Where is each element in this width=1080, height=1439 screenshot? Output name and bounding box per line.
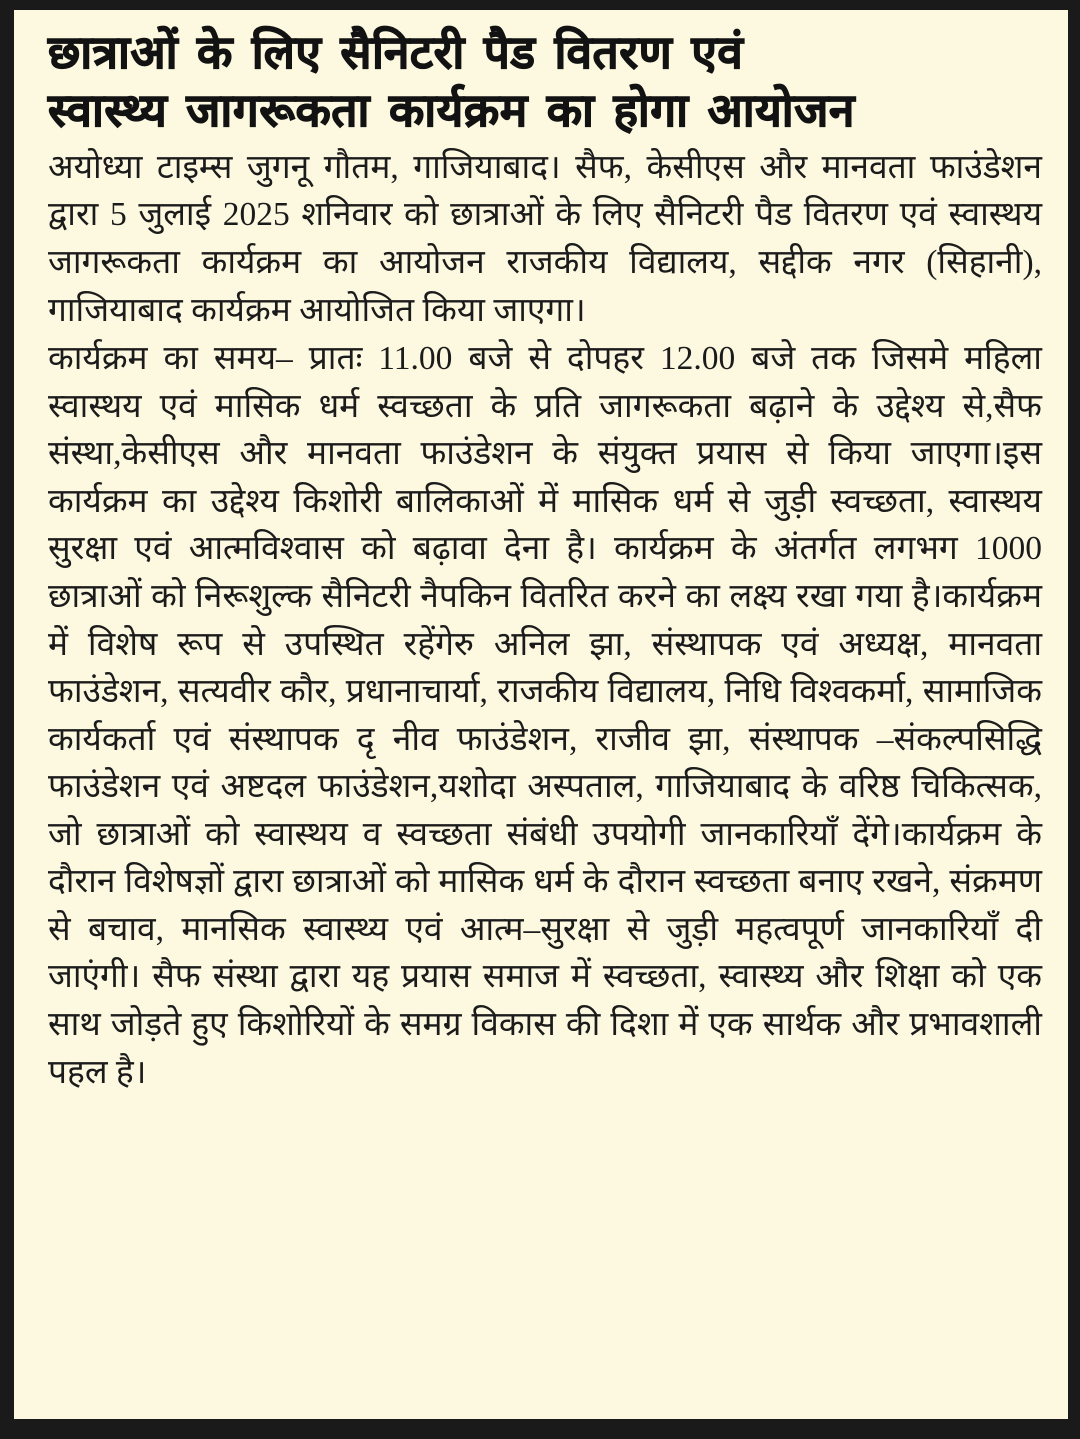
headline [48, 24, 1042, 140]
article-paragraph-1: अयोध्या टाइम्स जुगनू गौतम, गाजियाबाद। सैफ, केसीएस और मानवता फाउंडेशन द्वारा 5 जुलाई 2025 शनिवार को छात्राओं के लिए सैनिटरी पैड वितरण एवं स्वास्थय जागरूकता कार्यक्रम का आयोजन राजकीय विद्यालय, सद्दीक नगर (सिहानी), गाजियाबाद कार्यक्रम आयोजित किया जाएगा। [48, 148, 1042, 329]
article-paragraph-2: कार्यक्रम का समय– प्रातः 11.00 बजे से दोपहर 12.00 बजे तक जिसमे महिला स्वास्थय एवं मासिक धर्म स्वच्छता के प्रति जागरूकता बढ़ाने के उद्देश्य से,सैफ संस्था,केसीएस और मानवता फाउंडेशन के संयुक्त प्रयास से किया जाएगा।इस कार्यक्रम का उद्देश्य किशोरी बालिकाओं में मासिक धर्म से जुड़ी स्वच्छता, स्वास्थय सुरक्षा एवं आत्मविश्वास को बढ़ावा देना है। कार्यक्रम के अंतर्गत लगभग 1000 छात्राओं को निरूशुल्क सैनिटरी नैपकिन वितरित करने का लक्ष्य रखा गया है।कार्यक्रम में विशेष रूप से उपस्थित रहेंगेरु अनिल झा, संस्थापक एवं अध्यक्ष, मानवता फाउंडेशन, सत्यवीर कौर, प्रधानाचार्या, राजकीय विद्यालय, निधि विश्वकर्मा, सामाजिक कार्यकर्ता एवं संस्थापक दृ नीव फाउंडेशन, राजीव झा, संस्थापक –संकल्पसिद्धि फाउंडेशन एवं अष्टदल फाउंडेशन,यशोदा अस्पताल, गाजियाबाद के वरिष्ठ चिकित्सक, जो छात्राओं को स्वास्थय व स्वच्छता संबंधी उपयोगी जानकारियाँ देंगे।कार्यक्रम के दौरान विशेषज्ञों द्वारा छात्राओं को मासिक धर्म के दौरान स्वच्छता बनाए रखने, संक्रमण से बचाव, मानसिक स्वास्थ्य एवं आत्म–सुरक्षा से जुड़ी महत्वपूर्ण जानकारियाँ दी जाएंगी। सैफ संस्था द्वारा यह प्रयास समाज में स्वच्छता, स्वास्थ्य और शिक्षा को एक साथ जोड़ते हुए किशोरियों के समग्र विकास की दिशा में एक सार्थक और प्रभावशाली पहल है। [48, 340, 1042, 1091]
headline-line-2: स्वास्थ्य जागरूकता कार्यक्रम का होगा आयोजन [48, 84, 855, 136]
clipping-inner [48, 24, 1042, 1409]
article-body [48, 144, 1042, 1096]
headline-line-1: छात्राओं के लिए सैनिटरी पैड वितरण एवं [48, 27, 744, 78]
